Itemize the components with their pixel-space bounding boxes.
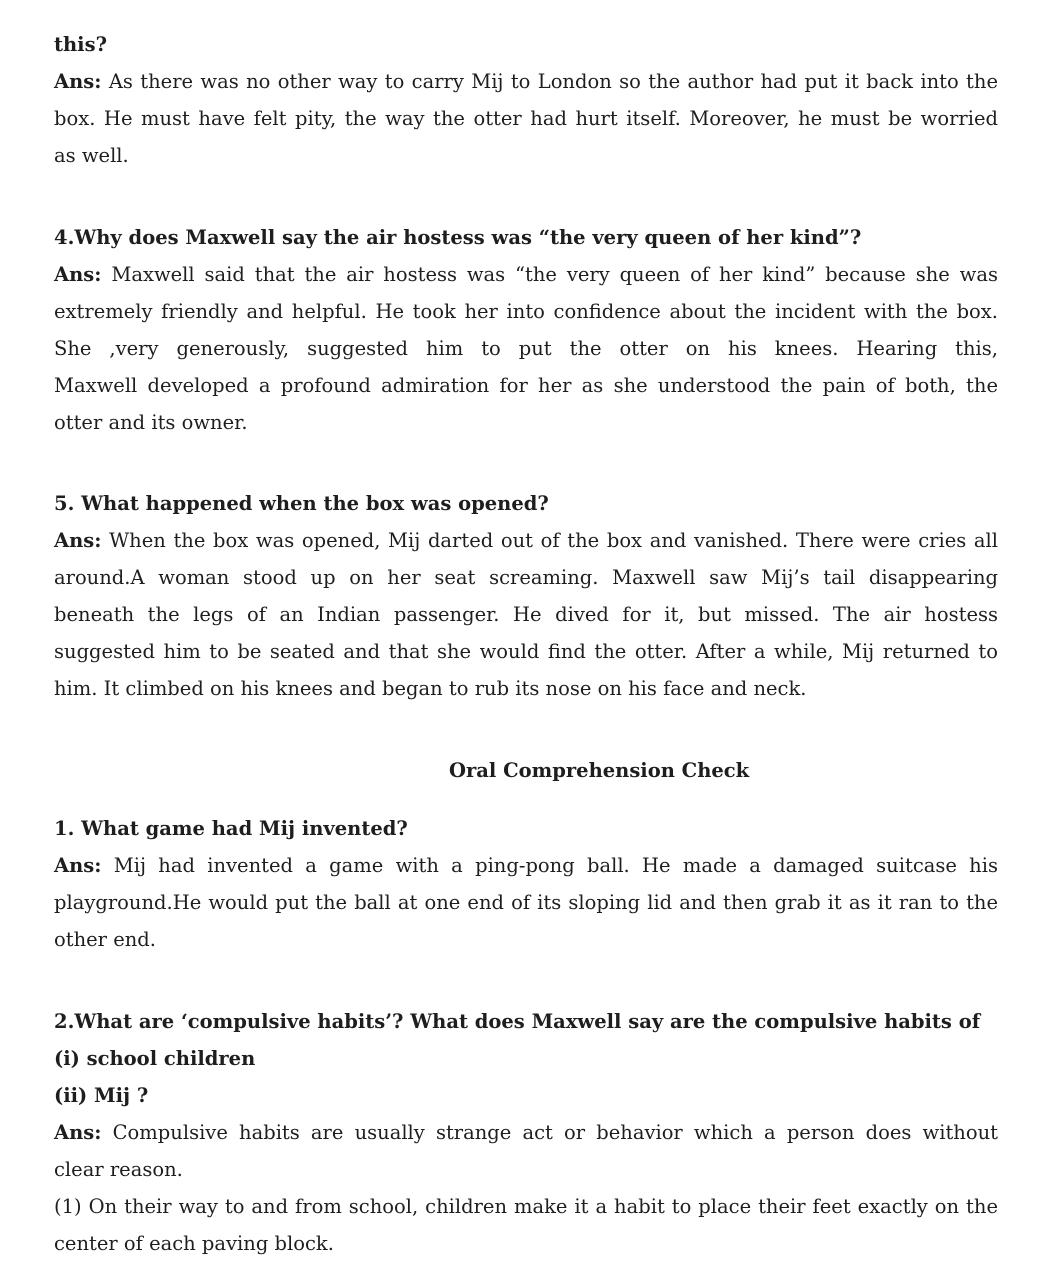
answer-line: Ans: As there was no other way to carry Mij to London so the author had put it back into the: [54, 70, 998, 93]
answer-label: Ans:: [54, 854, 102, 877]
answer-line: center of each paving block.: [54, 1232, 334, 1255]
answer-label: Ans:: [54, 70, 102, 93]
answer-line: Maxwell developed a profound admiration for her as she understood the pain of both, the: [54, 374, 998, 397]
answer-line: She ,very generously, suggested him to put the otter on his knees. Hearing this,: [54, 337, 998, 360]
answer-line: other end.: [54, 928, 156, 951]
answer-line: suggested him to be seated and that she would find the otter. After a while, Mij returned to: [54, 640, 998, 663]
answer-line: around.A woman stood up on her seat screaming. Maxwell saw Mij’s tail disappearing: [54, 566, 998, 589]
answer-label: Ans:: [54, 263, 102, 286]
oral-question-2: 2.What are ‘compulsive habits’? What does Maxwell say are the compulsive habits of: [54, 1010, 981, 1033]
answer-line: Ans: Mij had invented a game with a ping-pong ball. He made a damaged suitcase his: [54, 854, 998, 877]
oral-question-2-part-ii: (ii) Mij ?: [54, 1084, 149, 1107]
answer-line: clear reason.: [54, 1158, 183, 1181]
question-5: 5. What happened when the box was opened?: [54, 492, 549, 515]
answer-label: Ans:: [54, 529, 102, 552]
answer-line: beneath the legs of an Indian passenger. He dived for it, but missed. The air hostess: [54, 603, 998, 626]
answer-label: Ans:: [54, 1121, 102, 1144]
question-4: 4.Why does Maxwell say the air hostess was “the very queen of her kind”?: [54, 226, 862, 249]
question-tail: this?: [54, 33, 107, 56]
oral-question-1: 1. What game had Mij invented?: [54, 817, 408, 840]
answer-line: Ans: When the box was opened, Mij darted out of the box and vanished. There were cries all: [54, 529, 998, 552]
oral-question-2-part-i: (i) school children: [54, 1047, 256, 1070]
answer-line: as well.: [54, 144, 129, 167]
answer-line: Ans: Maxwell said that the air hostess was “the very queen of her kind” because she was: [54, 263, 998, 286]
answer-line: Ans: Compulsive habits are usually strange act or behavior which a person does without: [54, 1121, 998, 1144]
answer-line: (1) On their way to and from school, children make it a habit to place their feet exactly on the: [54, 1195, 998, 1218]
answer-line: otter and its owner.: [54, 411, 248, 434]
answer-line: extremely friendly and helpful. He took her into confidence about the incident with the box.: [54, 300, 998, 323]
answer-line: box. He must have felt pity, the way the otter had hurt itself. Moreover, he must be worried: [54, 107, 998, 130]
section-heading: Oral Comprehension Check: [449, 759, 750, 782]
answer-line: playground.He would put the ball at one end of its sloping lid and then grab it as it ran to the: [54, 891, 998, 914]
answer-line: him. It climbed on his knees and began to rub its nose on his face and neck.: [54, 677, 807, 700]
